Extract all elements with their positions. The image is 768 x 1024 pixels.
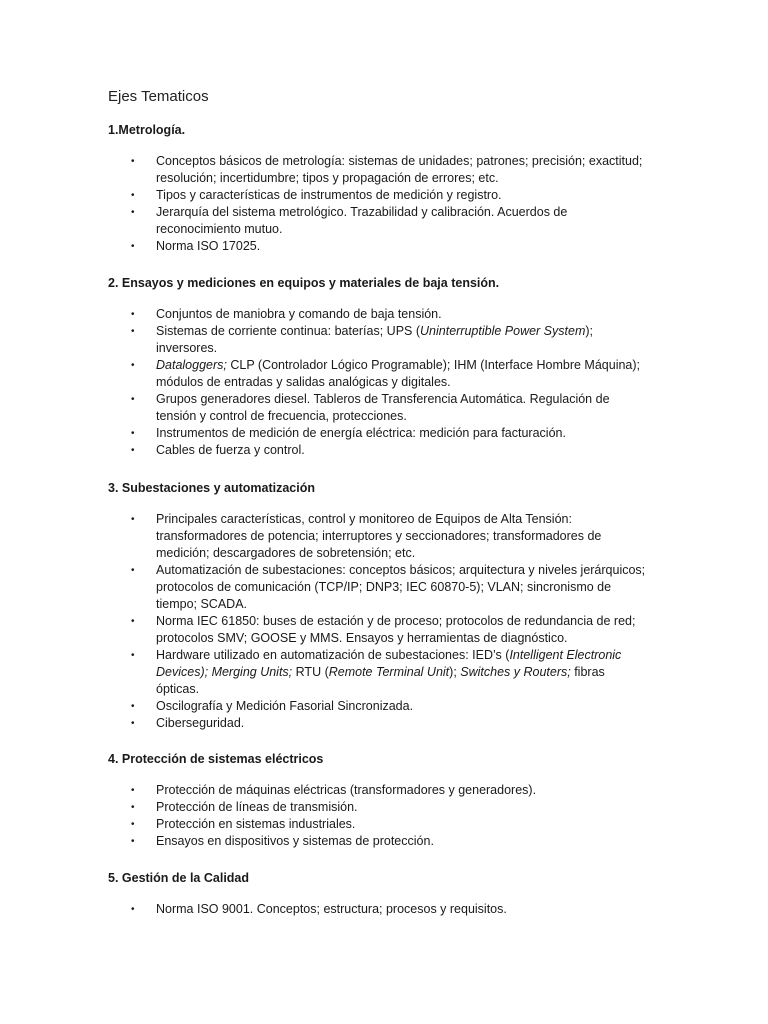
list-item: • Ensayos en dispositivos y sistemas de protección.	[131, 834, 434, 848]
bullet-icon: •	[131, 190, 135, 201]
bullet-list	[108, 306, 648, 459]
section-heading: 2. Ensayos y mediciones en equipos y materiales de baja tensión.	[108, 276, 500, 290]
bullet-icon: •	[131, 156, 135, 167]
bullet-icon: •	[131, 616, 135, 627]
bullet-icon: •	[131, 241, 135, 252]
bullet-icon: •	[131, 565, 135, 576]
section-subestaciones	[108, 480, 648, 732]
list-item: • Instrumentos de medición de energía eléctrica: medición para facturación.	[131, 426, 566, 440]
section-calidad	[108, 870, 648, 918]
list-item: • Sistemas de corriente continua: baterías; UPS (Uninterruptible Power System); inversores.	[131, 324, 594, 355]
bullet-icon: •	[131, 207, 135, 218]
list-item: • Norma IEC 61850: buses de estación y de proceso; protocolos de redundancia de red; protocolos SMV; GOOSE y MMS. Ensayos y herramientas de diagnóstico.	[131, 614, 636, 645]
bullet-icon: •	[131, 309, 135, 320]
bullet-icon: •	[131, 360, 135, 371]
bullet-list	[108, 511, 648, 732]
list-item: • Norma ISO 9001. Conceptos; estructura; procesos y requisitos.	[131, 902, 507, 916]
section-metrologia	[108, 122, 648, 255]
bullet-icon: •	[131, 701, 135, 712]
list-item: • Protección de líneas de transmisión.	[131, 800, 358, 814]
list-item: • Principales características, control y monitoreo de Equipos de Alta Tensión: transformadores de potencia; interruptores y seccionadores; transformadores de medición; descargadores de sobretensión; etc.	[131, 512, 602, 560]
list-item: • Tipos y características de instrumentos de medición y registro.	[131, 188, 502, 202]
bullet-icon: •	[131, 836, 135, 847]
bullet-list	[108, 153, 648, 255]
bullet-icon: •	[131, 394, 135, 405]
section-heading: 4. Protección de sistemas eléctricos	[108, 752, 324, 766]
list-item: • Cables de fuerza y control.	[131, 443, 305, 457]
bullet-icon: •	[131, 514, 135, 525]
bullet-icon: •	[131, 445, 135, 456]
list-item: • Conceptos básicos de metrología: sistemas de unidades; patrones; precisión; exactitud; resolución; incertidumbre; tipos y propagación de errores; etc.	[131, 154, 643, 185]
bullet-icon: •	[131, 428, 135, 439]
list-item: • Norma ISO 17025.	[131, 239, 261, 253]
bullet-icon: •	[131, 785, 135, 796]
bullet-icon: •	[131, 718, 135, 729]
document-title: Ejes Tematicos	[108, 88, 209, 105]
list-item: • Dataloggers; CLP (Controlador Lógico Programable); IHM (Interface Hombre Máquina); módulos de entradas y salidas analógicas y digitales.	[131, 358, 641, 389]
section-ensayos-baja-tension	[108, 275, 648, 459]
bullet-icon: •	[131, 819, 135, 830]
list-item: • Conjuntos de maniobra y comando de baja tensión.	[131, 307, 442, 321]
section-proteccion	[108, 751, 648, 850]
list-item: • Automatización de subestaciones: conceptos básicos; arquitectura y niveles jerárquicos; protocolos de comunicación (TCP/IP; DNP3; IEC 60870-5); VLAN; sincronismo de tiempo; SCADA.	[131, 563, 646, 611]
section-heading: 5. Gestión de la Calidad	[108, 871, 250, 885]
bullet-icon: •	[131, 802, 135, 813]
list-item: • Jerarquía del sistema metrológico. Trazabilidad y calibración. Acuerdos de reconocimiento mutuo.	[131, 205, 568, 236]
list-item: • Grupos generadores diesel. Tableros de Transferencia Automática. Regulación de tensión y control de frecuencia, protecciones.	[131, 392, 610, 423]
section-heading: 3. Subestaciones y automatización	[108, 481, 316, 495]
bullet-icon: •	[131, 326, 135, 337]
bullet-icon: •	[131, 904, 135, 915]
list-item: • Oscilografía y Medición Fasorial Sincronizada.	[131, 699, 414, 713]
bullet-icon: •	[131, 650, 135, 661]
list-item: • Ciberseguridad.	[131, 716, 245, 730]
list-item: • Hardware utilizado en automatización de subestaciones: IED’s (Intelligent Electronic Devices); Merging Units; RTU (Remote Terminal Unit); Switches y Routers; fibras ópticas.	[131, 648, 622, 696]
bullet-list	[108, 901, 648, 918]
section-heading: 1.Metrología.	[108, 123, 186, 137]
list-item: • Protección en sistemas industriales.	[131, 817, 356, 831]
list-item: • Protección de máquinas eléctricas (transformadores y generadores).	[131, 783, 537, 797]
bullet-list	[108, 782, 648, 850]
